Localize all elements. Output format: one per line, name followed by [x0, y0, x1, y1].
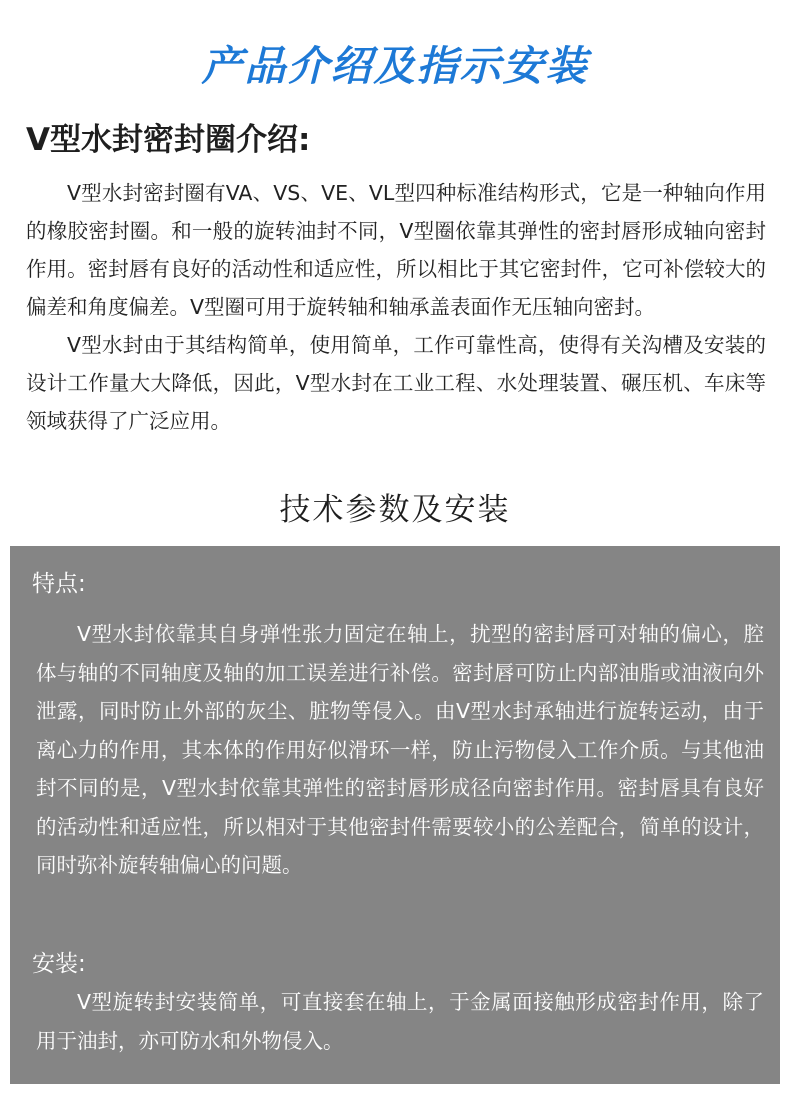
- features-heading: 特点:: [32, 571, 86, 597]
- intro-heading: V型水封密封圈介绍:: [26, 122, 311, 158]
- install-text: V型旋转封安装简单，可直接套在轴上，于金属面接触形成密封作用，除了用于油封，亦可防水和外物侵入。: [36, 990, 764, 1053]
- tech-section-heading: 技术参数及安装: [279, 492, 511, 528]
- tech-panel: [10, 546, 780, 1084]
- intro-paragraph-1: V型水封密封圈有VA、VS、VE、VL型四种标准结构形式，它是一种轴向作用的橡胶密封圈。和一般的旋转油封不同，V型圈依靠其弹性的密封唇形成轴向密封作用。密封唇有良好的活动性和适应性，所以相比于其它密封件，它可补偿较大的偏差和角度偏差。V型圈可用于旋转轴和轴承盖表面作无压轴向密封。: [26, 181, 766, 319]
- features-text: V型水封依靠其自身弹性张力固定在轴上，扰型的密封唇可对轴的偏心，腔体与轴的不同轴度及轴的加工误差进行补偿。密封唇可防止内部油脂或油液向外泄露，同时防止外部的灰尘、脏物等侵入。由V型水封承轴进行旋转运动，由于离心力的作用，其本体的作用好似滑环一样，防止污物侵入工作介质。与其他油封不同的是，V型水封依靠其弹性的密封唇形成径向密封作用。密封唇具有良好的活动性和适应性，所以相对于其他密封件需要较小的公差配合，简单的设计，同时弥补旋转轴偏心的问题。: [36, 622, 764, 877]
- install-heading: 安装:: [32, 951, 86, 977]
- intro-body: [26, 174, 766, 440]
- page-title: 产品介绍及指示安装: [201, 42, 589, 90]
- intro-paragraph-2: V型水封由于其结构简单，使用简单，工作可靠性高，使得有关沟槽及安装的设计工作量大大降低，因此，V型水封在工业工程、水处理装置、碾压机、车床等领域获得了广泛应用。: [26, 333, 766, 433]
